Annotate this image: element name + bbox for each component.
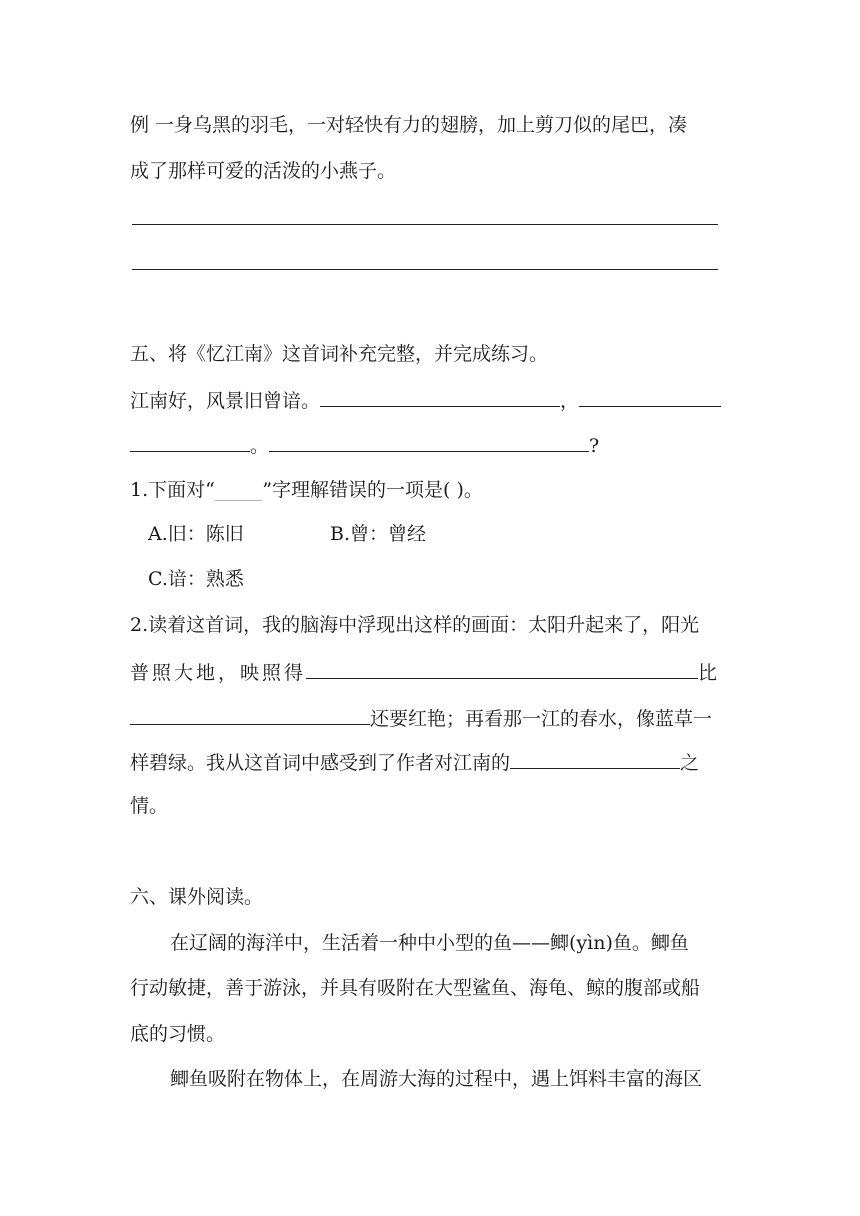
poem-question-mark: ?	[589, 435, 600, 457]
reading-p1-line-2: 行动敏捷，善于游泳，并具有吸附在大型鲨鱼、海龟、鲸的腹部或船	[130, 977, 701, 999]
poem-blank-3[interactable]	[130, 431, 250, 452]
poem-period: 。	[250, 435, 270, 457]
q2-blank-1[interactable]	[306, 658, 698, 679]
poem-line-2	[130, 431, 599, 459]
q2-line-5: 情。	[130, 795, 169, 817]
reading-p2-line-1: 鲫鱼吸附在物体上，在周游大海的过程中，遇上饵料丰富的海区	[170, 1068, 703, 1090]
section5-heading: 五、将《忆江南》这首词补充完整，并完成练习。	[130, 343, 549, 365]
poem-blank-1[interactable]	[320, 386, 560, 407]
example-line-1: 例 一身乌黑的羽毛，一对轻快有力的翅膀，加上剪刀似的尾巴，凑	[130, 114, 688, 136]
q1-option-c[interactable]: C.谙：熟悉	[148, 568, 244, 590]
poem-comma: ，	[560, 390, 580, 412]
section6-heading: 六、课外阅读。	[130, 886, 264, 908]
q2-blank-2[interactable]	[130, 704, 370, 725]
q2-line-3	[130, 704, 712, 732]
poem-line-1	[130, 386, 721, 414]
reading-p1-line-3: 底的习惯。	[130, 1023, 226, 1045]
poem-line-1-text: 江南好，风景旧曾谙。	[130, 390, 321, 412]
example-line-2: 成了那样可爱的活泼的小燕子。	[130, 160, 397, 182]
poem-blank-2[interactable]	[579, 386, 721, 407]
poem-blank-4[interactable]	[269, 431, 589, 452]
q1-suffix: ”字理解错误的一项是( )。	[262, 479, 483, 501]
q1-prefix: 1.下面对“	[130, 479, 215, 501]
q2-line-2-text: 普照大地，映照得	[130, 662, 307, 684]
answer-line-1[interactable]	[132, 224, 718, 225]
q1-blank[interactable]: _____	[214, 479, 263, 501]
q2-line-4-end: 之	[680, 752, 700, 774]
q2-line-2	[130, 658, 717, 686]
q2-line-3-text: 还要红艳；再看那一江的春水，像蓝草一	[370, 708, 713, 730]
q1-option-a[interactable]: A.旧：陈旧	[148, 523, 244, 545]
q1-option-b[interactable]: B.曾：曾经	[330, 523, 427, 545]
reading-p1-line-1: 在辽阔的海洋中，生活着一种中小型的鱼——鲫(yìn)鱼。鲫鱼	[170, 932, 689, 954]
q2-line-4-text: 样碧绿。我从这首词中感受到了作者对江南的	[130, 752, 511, 774]
q2-blank-3[interactable]	[510, 748, 680, 769]
q2-line-4	[130, 748, 699, 776]
q2-line-1: 2.读着这首词，我的脑海中浮现出这样的画面：太阳升起来了，阳光	[130, 614, 700, 636]
answer-line-2[interactable]	[132, 269, 718, 270]
q2-line-2-end: 比	[698, 662, 718, 684]
question-1	[130, 477, 483, 503]
